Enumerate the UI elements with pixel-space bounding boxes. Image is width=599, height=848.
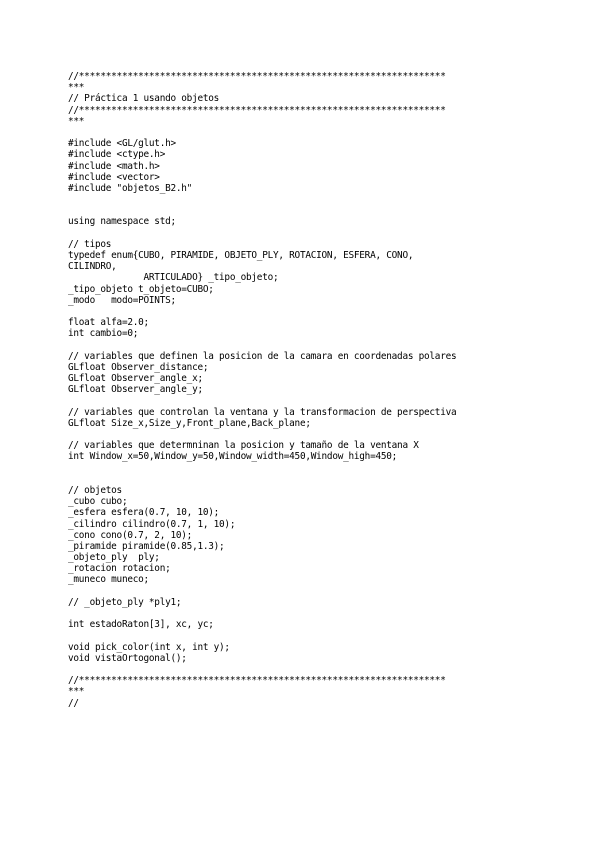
code-line: #include "objetos_B2.h"	[68, 182, 193, 194]
code-line	[68, 205, 538, 216]
code-line: // Práctica 1 usando objetos	[68, 93, 220, 105]
code-line: void vistaOrtogonal();	[68, 652, 187, 664]
code-line	[68, 608, 538, 619]
code-line: void pick_color(int x, int y);	[68, 641, 230, 653]
code-line: // variables que definen la posicion de la camara en coordenadas polares	[68, 350, 457, 362]
code-line: // _objeto_ply *ply1;	[68, 596, 182, 608]
code-line: using namespace std;	[68, 216, 176, 228]
code-line: _rotacion rotacion;	[68, 563, 171, 575]
code-line	[68, 194, 538, 205]
code-line: GLfloat Observer_distance;	[68, 361, 209, 373]
code-line	[68, 340, 538, 351]
code-line: int cambio=0;	[68, 328, 139, 340]
code-line: _tipo_objeto t_objeto=CUBO;	[68, 283, 214, 295]
code-line	[68, 474, 538, 485]
code-line: _cono cono(0.7, 2, 10);	[68, 529, 193, 541]
code-listing	[68, 71, 538, 709]
code-line: GLfloat Size_x,Size_y,Front_plane,Back_plane;	[68, 417, 311, 429]
code-line: #include <ctype.h>	[68, 149, 166, 161]
code-line: ***	[68, 82, 85, 94]
code-line: // objetos	[68, 484, 122, 496]
code-line	[68, 395, 538, 406]
code-line: // tipos	[68, 238, 112, 250]
code-line: #include <vector>	[68, 171, 160, 183]
code-line: //********************************************************************	[68, 104, 446, 116]
code-line: typedef enum{CUBO, PIRAMIDE, OBJETO_PLY, ROTACION, ESFERA, CONO,	[68, 250, 414, 261]
code-line	[68, 630, 538, 641]
code-line	[68, 429, 538, 440]
code-line: _modo modo=POINTS;	[68, 294, 176, 306]
code-line: //********************************************************************	[68, 71, 446, 82]
code-line: //********************************************************************	[68, 675, 446, 687]
code-line: int estadoRaton[3], xc, yc;	[68, 619, 214, 631]
code-line: GLfloat Observer_angle_x;	[68, 373, 203, 385]
code-line: // variables que determninan la posicion y tamaño de la ventana X	[68, 440, 419, 452]
code-line: _cilindro cilindro(0.7, 1, 10);	[68, 518, 236, 530]
code-line	[68, 127, 538, 138]
code-line: #include <math.h>	[68, 160, 160, 172]
code-line	[68, 586, 538, 597]
code-line: _cubo cubo;	[68, 496, 128, 508]
code-line: ARTICULADO} _tipo_objeto;	[68, 272, 279, 284]
code-line: int Window_x=50,Window_y=50,Window_width=450,Window_high=450;	[68, 451, 398, 463]
code-line: _piramide piramide(0.85,1.3);	[68, 540, 225, 552]
code-line: // variables que controlan la ventana y la transformacion de perspectiva	[68, 406, 457, 418]
code-line	[68, 664, 538, 675]
code-line: _muneco muneco;	[68, 574, 149, 586]
code-line: _esfera esfera(0.7, 10, 10);	[68, 507, 220, 519]
code-line	[68, 228, 538, 239]
code-line	[68, 463, 538, 474]
code-line	[68, 306, 538, 317]
code-line: ***	[68, 686, 85, 698]
code-line: CILINDRO,	[68, 261, 117, 273]
code-line: //	[68, 697, 79, 709]
code-line: #include <GL/glut.h>	[68, 138, 176, 150]
code-line: _objeto_ply ply;	[68, 552, 160, 564]
code-line: GLfloat Observer_angle_y;	[68, 384, 203, 396]
code-line: float alfa=2.0;	[68, 317, 149, 329]
code-line: ***	[68, 115, 85, 127]
